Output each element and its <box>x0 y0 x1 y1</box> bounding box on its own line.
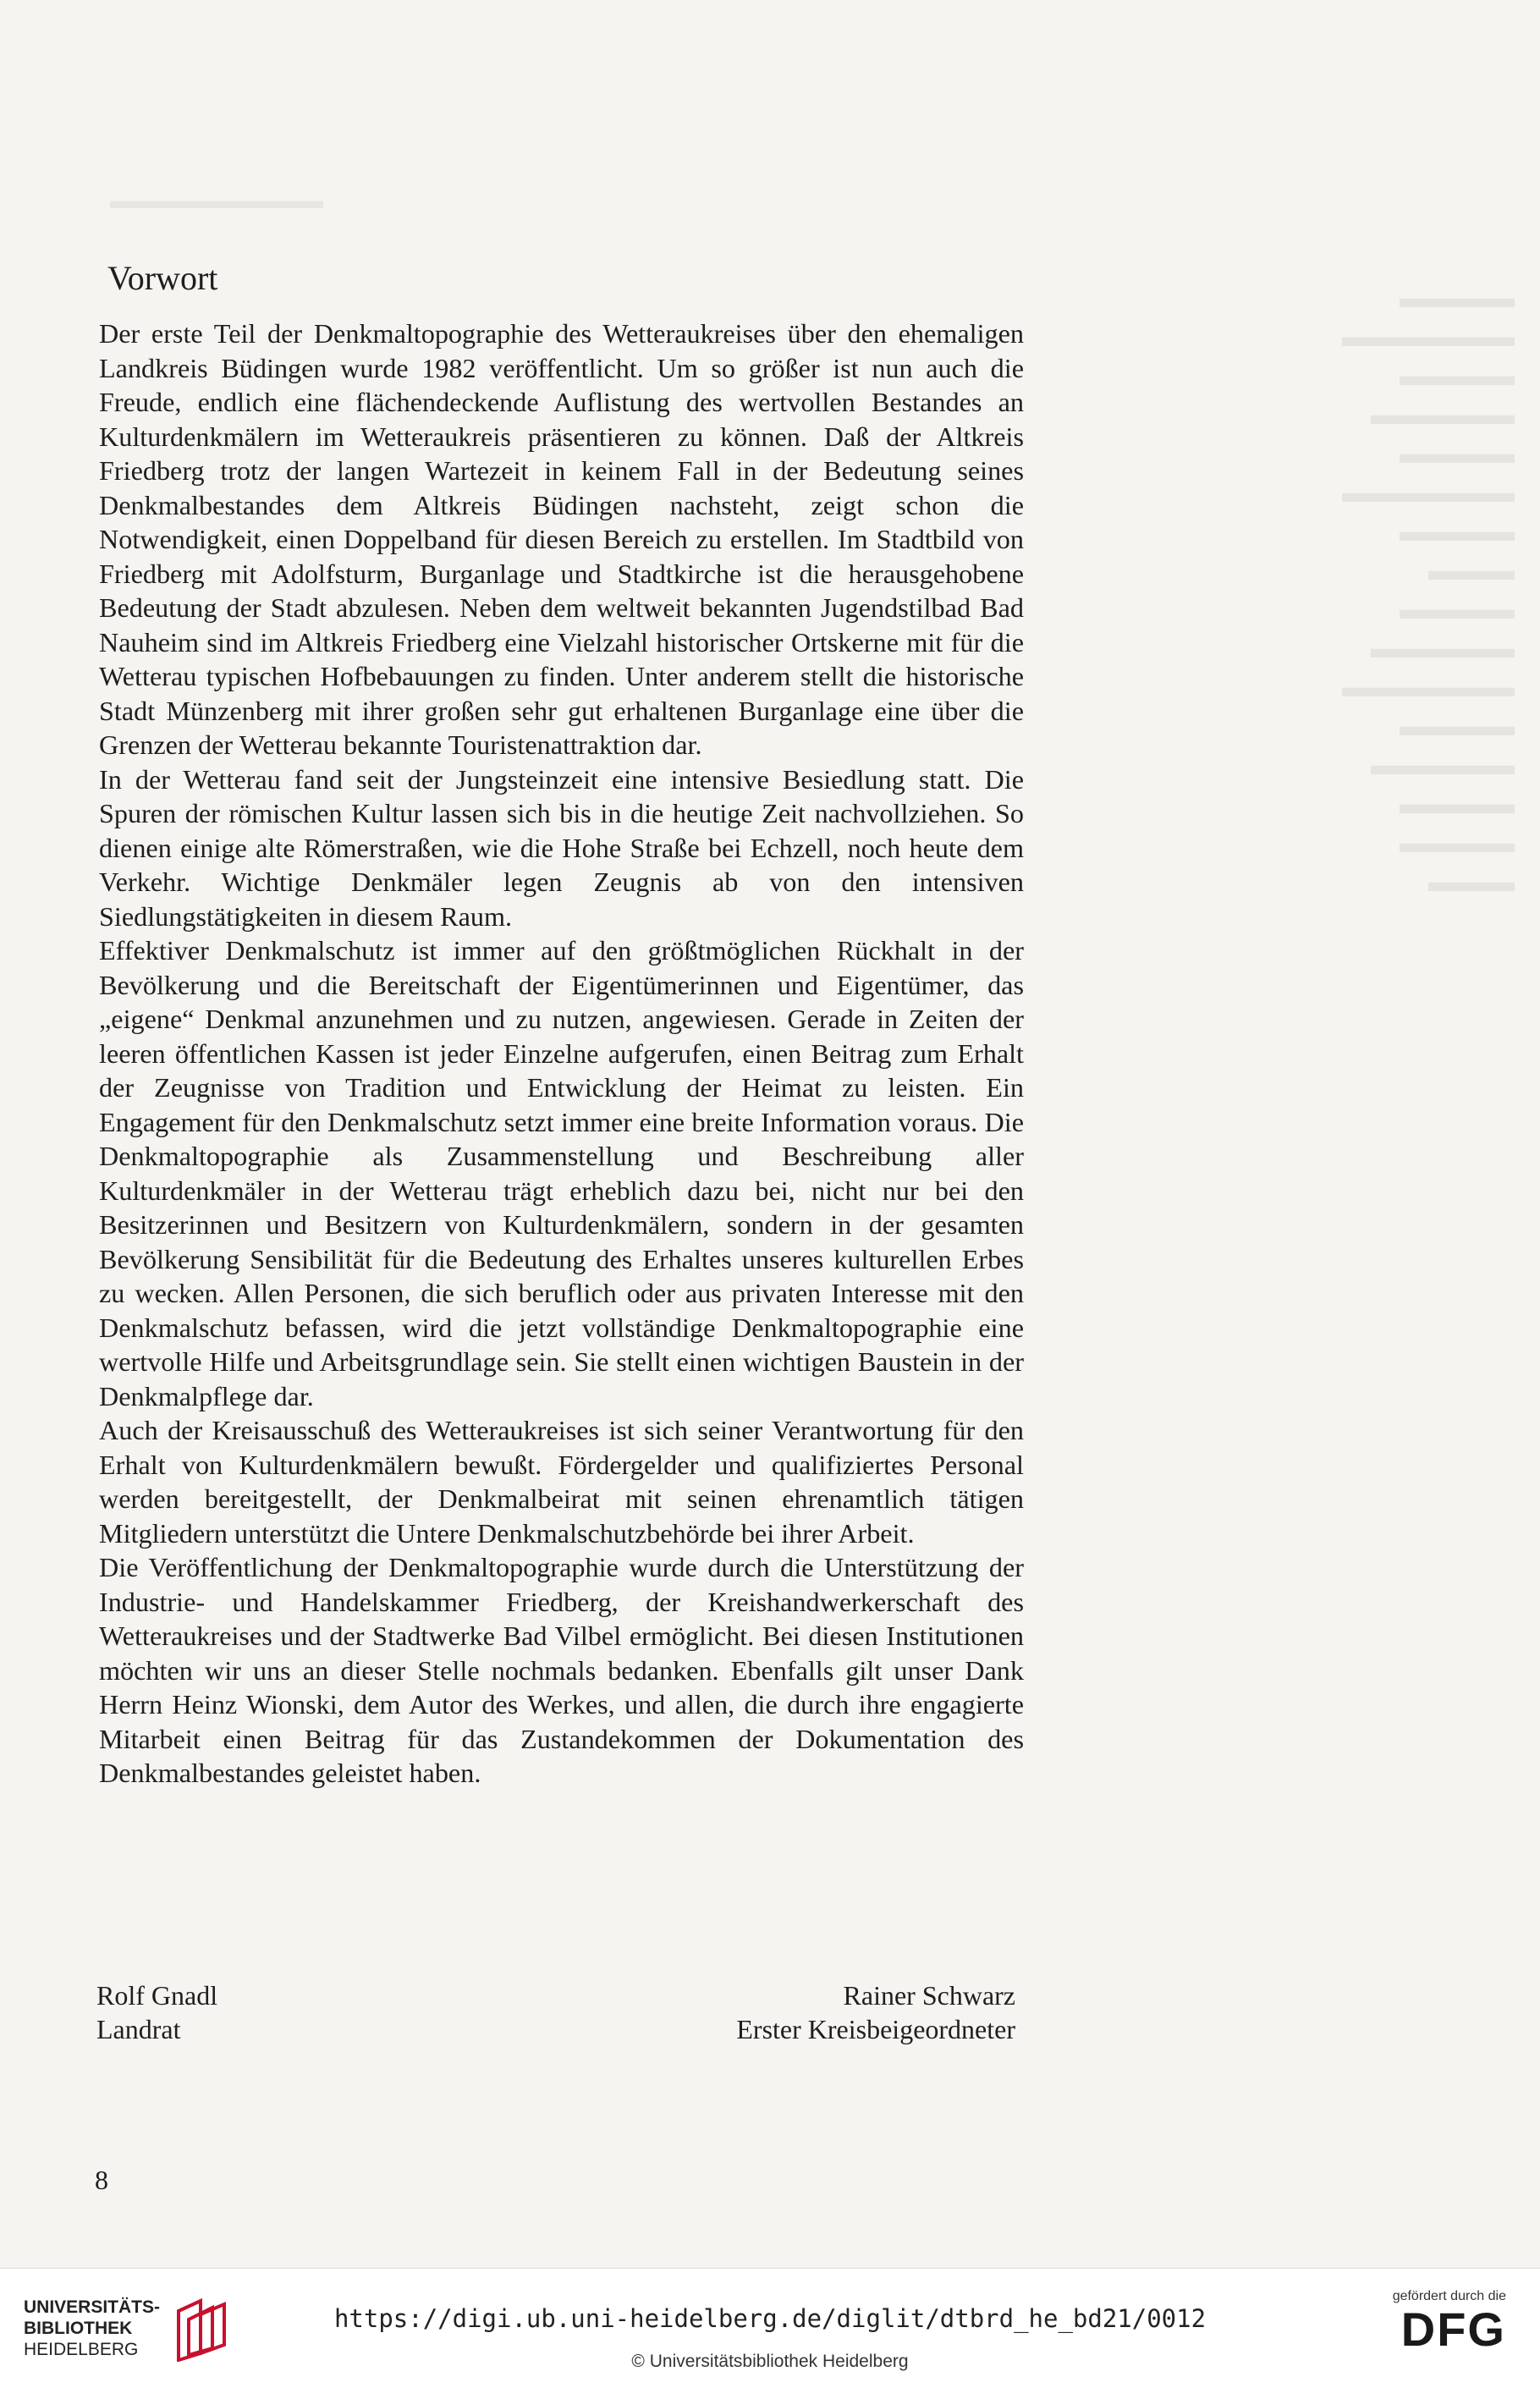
signer-name: Rainer Schwarz <box>843 1980 1015 2011</box>
page-title: Vorwort <box>107 259 218 297</box>
paragraph: Die Veröffentlichung der Denkmaltopographie wurde durch die Unterstützung der Industrie- und Handelskammer Friedberg, der Kreishandwerkerschaft des Wetteraukreises und der Stadtwerke Bad Vilbel ermöglicht. Bei diesen Institutionen möchten wir uns an dieser Stelle nochmals bedanken. Ebenfalls gilt unser Dank Herrn Heinz Wionski, dem Autor des Werkes, und allen, die durch ihre engagierte Mitarbeit einen Beitrag für das Zustandekommen der Dokumentation des Denkmalbestandes geleistet haben. <box>99 1552 1024 1788</box>
copyright-notice: © Universitätsbibliothek Heidelberg <box>631 2352 909 2371</box>
paragraph: Auch der Kreisausschuß des Wetteraukreises ist sich seiner Verantwortung für den Erhalt von Kulturdenkmälern bewußt. Fördergelder und qualifiziertes Personal werden bereitgestellt, der Denkmalbeirat mit seinen ehrenamtlich tätigen Mitgliedern unterstützt die Untere Denkmalschutzbehörde bei ihrer Arbeit. <box>99 1415 1024 1549</box>
signature-left <box>96 1978 217 2046</box>
library-logo-text: UNIVERSITÄTS- BIBLIOTHEK HEIDELBERG <box>24 2297 161 2359</box>
paragraph: Der erste Teil der Denkmaltopographie des Wetteraukreises über den ehemaligen Landkreis Büdingen wurde 1982 veröffentlicht. Um so größer ist nun auch die Freude, endlich eine flächendeckende Auflistung des wertvollen Bestandes an Kulturdenkmälern im Wetteraukreis präsentieren zu können. Daß der Altkreis Friedberg trotz der langen Wartezeit in keinem Fall in der Bedeutung seines Denkmalbestandes dem Altkreis Büdingen nachsteht, zeigt schon die Notwendigkeit, einen Doppelband für diesen Bereich zu erstellen. Im Stadtbild von Friedberg mit Adolfsturm, Burganlage und Stadtkirche ist die herausgehobene Bedeutung der Stadt abzulesen. Neben dem weltweit bekannten Jugendstilbad Bad Nauheim sind im Altkreis Friedberg eine Vielzahl historischer Ortskerne mit für die Wetterau typischen Hofbebauungen zu finden. Unter anderem stellt die historische Stadt Münzenberg mit ihrer großen sehr gut erhaltenen Burganlage eine über die Grenzen der Wetterau bekannte Touristenattraktion dar. <box>99 318 1024 760</box>
document-url-link[interactable]: https://digi.ub.uni-heidelberg.de/diglit/dtbrd_he_bd21/0012 <box>333 2304 1207 2333</box>
signer-name: Rolf Gnadl <box>96 1980 218 2011</box>
signer-title: Landrat <box>96 2014 181 2044</box>
dfg-note: gefördert durch die <box>1392 2289 1506 2303</box>
body-text <box>99 316 1024 1791</box>
paragraph: Effektiver Denkmalschutz ist immer auf den größtmöglichen Rückhalt in der Bevölkerung und die Bereitschaft der Eigentümerinnen und Eigentümer, das „eigene“ Denkmal anzunehmen und zu nutzen, angewiesen. Gerade in Zeiten der leeren öffentlichen Kassen ist jeder Einzelne aufgerufen, einen Beitrag zum Erhalt der Zeugnisse von Tradition und Entwicklung der Heimat zu leisten. Ein Engagement für den Denkmalschutz setzt immer eine breite Information voraus. Die Denkmaltopographie als Zusammenstellung und Beschreibung aller Kulturdenkmäler in der Wetterau trägt erheblich dazu bei, nicht nur bei den Besitzerinnen und Besitzern von Kulturdenkmälern, sondern in der gesamten Bevölkerung Sensibilität für die Bedeutung des Erhaltes unseres kulturellen Erbes zu wecken. Allen Personen, die sich beruflich oder aus privaten Interesse mit den Denkmalschutz befassen, wird die jetzt vollständige Denkmaltopographie eine wertvolle Hilfe und Arbeitsgrundlage sein. Sie stellt einen wichtigen Baustein in der Denkmalpflege dar. <box>99 935 1024 1411</box>
dfg-logo[interactable] <box>1393 2289 1506 2355</box>
dfg-wordmark: DFG <box>1400 2303 1506 2356</box>
bleed-through-text: ▬▬▬▬ ▬▬▬▬▬▬ ▬▬▬▬ ▬▬▬▬▬ ▬▬▬▬ ▬▬▬▬▬▬ ▬▬▬▬ ▬▬▬ ▬▬▬▬ ▬▬▬▬▬ ▬▬▬▬▬▬ ▬▬▬▬ ▬▬▬▬▬ ▬▬▬▬ ▬▬▬▬ ▬▬▬ <box>1342 283 1515 898</box>
signature-right <box>736 1978 1015 2046</box>
page-number: 8 <box>95 2165 108 2195</box>
signer-title: Erster Kreisbeigeordneter <box>736 2014 1015 2044</box>
bleed-through-text: ▬▬▬▬▬▬▬▬▬ <box>110 188 323 214</box>
paragraph: In der Wetterau fand seit der Jungsteinzeit eine intensive Besiedlung statt. Die Spuren der römischen Kultur lassen sich bis in die heutige Zeit nachvollziehen. So dienen einige alte Römerstraßen, wie die Hohe Straße bei Echzell, noch heute dem Verkehr. Wichtige Denkmäler legen Zeugnis ab von den intensiven Siedlungstätigkeiten in diesem Raum. <box>99 763 1024 932</box>
footer-bar <box>0 2268 1540 2388</box>
